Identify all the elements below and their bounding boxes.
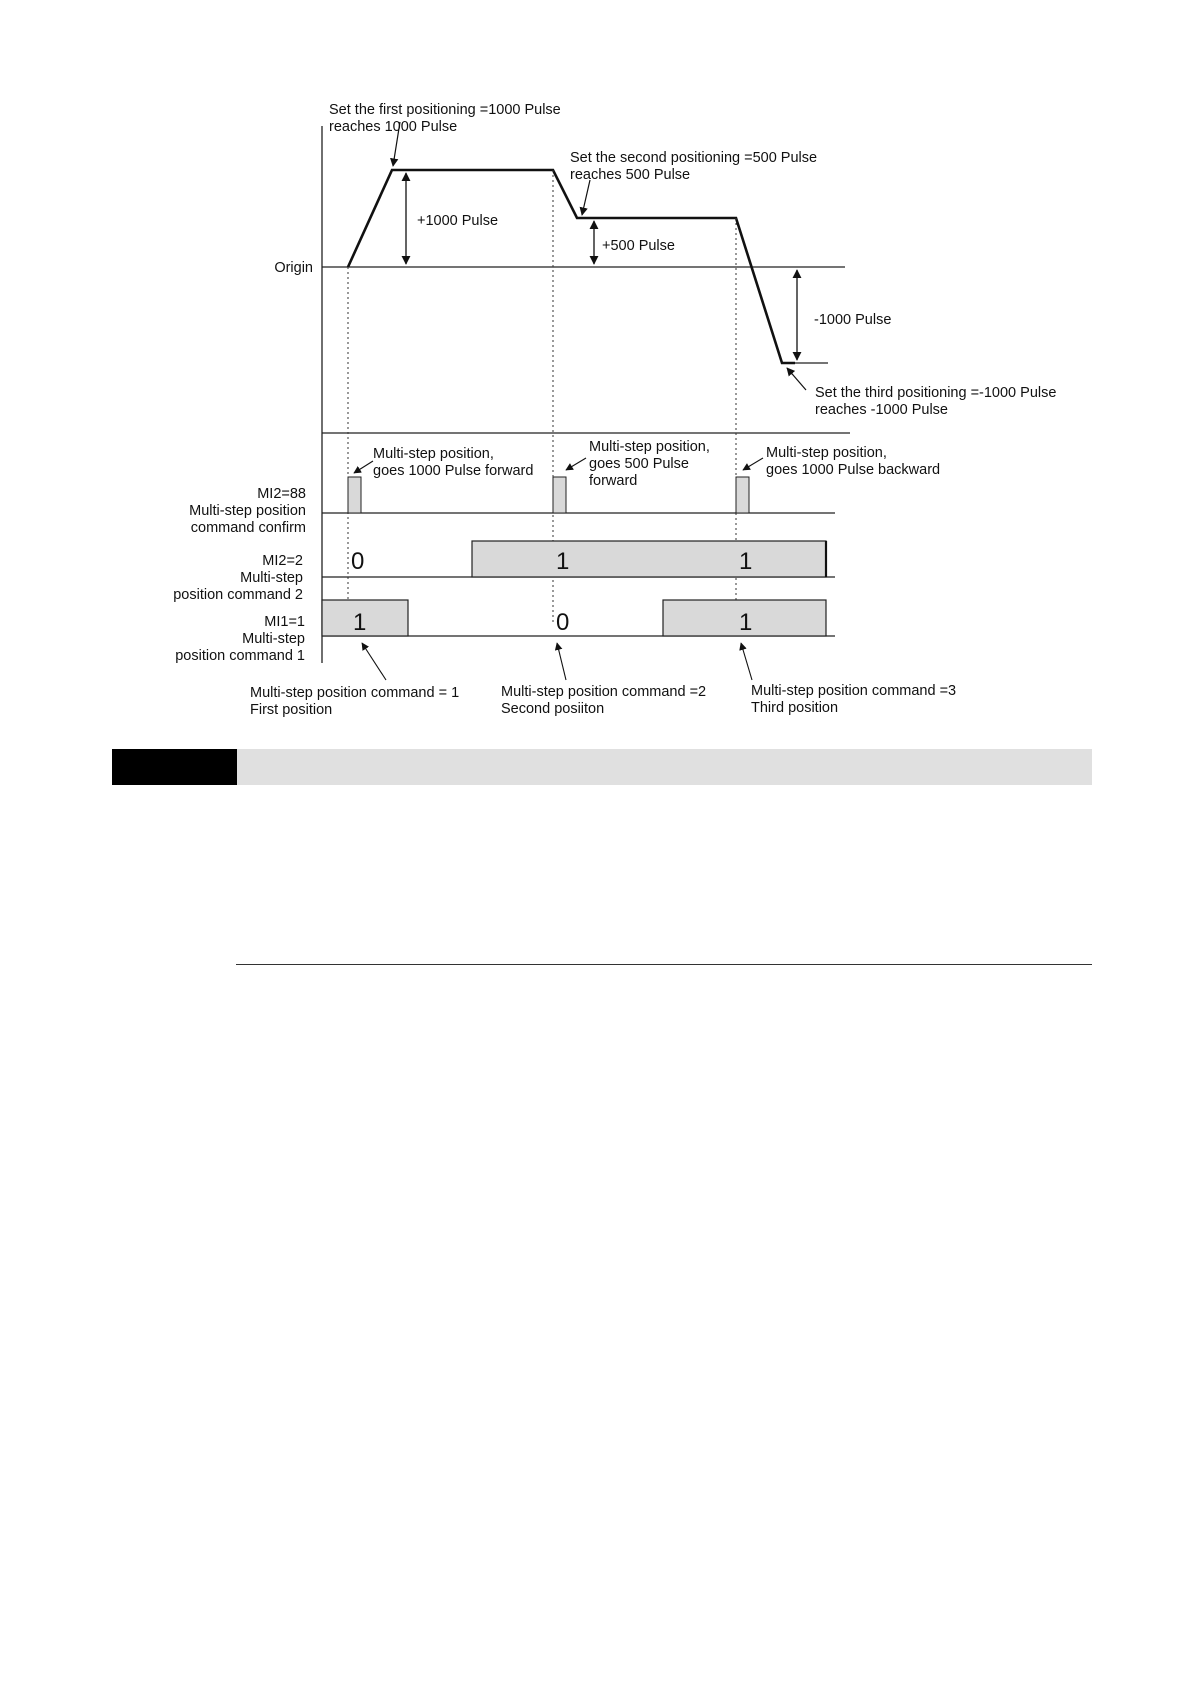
cmd1-label-line3: position command 1 xyxy=(175,648,305,664)
confirm-label-line3: command confirm xyxy=(190,520,306,536)
multi-step-position-diagram xyxy=(0,0,1190,740)
step2-note-line3: forward xyxy=(589,473,638,489)
step3-note-line1: Multi-step position, xyxy=(766,445,887,461)
section-header-bar xyxy=(112,749,1092,785)
cmd1-value-2: 0 xyxy=(556,609,570,636)
step1-note-line2: goes 1000 Pulse forward xyxy=(373,463,534,479)
command2-label-line1: Multi-step position command =2 xyxy=(501,684,707,700)
second-set-label-line2: reaches 500 Pulse xyxy=(570,167,691,183)
first-set-label-line1: Set the first positioning =1000 Pulse xyxy=(329,102,561,118)
command1-label-line2: First position xyxy=(250,702,333,718)
step2-note-arrow xyxy=(566,458,586,470)
cmd2-value-2: 1 xyxy=(556,548,570,575)
third-set-label-line2: reaches -1000 Pulse xyxy=(815,402,948,418)
plus-1000-label: +1000 Pulse xyxy=(417,213,499,229)
cmd1-value-1: 1 xyxy=(353,609,367,636)
command2-arrow xyxy=(557,643,566,680)
second-set-label-line1: Set the second positioning =500 Pulse xyxy=(570,150,818,166)
third-set-callout-arrow xyxy=(787,368,806,390)
command3-label-line1: Multi-step position command =3 xyxy=(751,683,957,699)
second-set-callout-arrow xyxy=(582,180,590,215)
confirm-label-line2: Multi-step position xyxy=(189,503,306,519)
confirm-pulse-1 xyxy=(348,477,361,513)
cmd2-label-line2: Multi-step xyxy=(240,570,303,586)
third-set-label-line1: Set the third positioning =-1000 Pulse xyxy=(815,385,1057,401)
step3-note-arrow xyxy=(743,458,763,470)
command1-label-line1: Multi-step position command = 1 xyxy=(250,685,460,701)
plus-500-label: +500 Pulse xyxy=(602,238,675,254)
command1-arrow xyxy=(362,643,386,680)
minus-1000-label: -1000 Pulse xyxy=(814,312,892,328)
step2-note-line1: Multi-step position, xyxy=(589,439,710,455)
confirm-pulse-3 xyxy=(736,477,749,513)
step2-note-line2: goes 500 Pulse xyxy=(589,456,689,472)
step1-note-arrow xyxy=(354,461,373,473)
cmd1-label-line1: MI1=1 xyxy=(264,614,305,630)
step1-note-line1: Multi-step position, xyxy=(373,446,494,462)
cmd1-label-line2: Multi-step xyxy=(242,631,305,647)
first-set-label-line2: reaches 1000 Pulse xyxy=(329,119,458,135)
confirm-pulse-2 xyxy=(553,477,566,513)
cmd2-value-1: 0 xyxy=(351,548,365,575)
step3-note-line2: goes 1000 Pulse backward xyxy=(766,462,941,478)
command3-arrow xyxy=(741,643,752,680)
cmd1-value-3: 1 xyxy=(739,609,753,636)
confirm-label-line1: MI2=88 xyxy=(257,486,306,502)
section-header-tab xyxy=(112,749,237,785)
horizontal-rule xyxy=(236,964,1092,965)
command3-label-line2: Third position xyxy=(751,700,839,716)
cmd2-high-segment xyxy=(472,541,826,577)
cmd2-label-line3: position command 2 xyxy=(173,587,303,603)
command2-label-line2: Second posiiton xyxy=(501,701,605,717)
cmd2-label-line1: MI2=2 xyxy=(262,553,303,569)
cmd2-value-3: 1 xyxy=(739,548,753,575)
origin-label: Origin xyxy=(274,260,313,276)
